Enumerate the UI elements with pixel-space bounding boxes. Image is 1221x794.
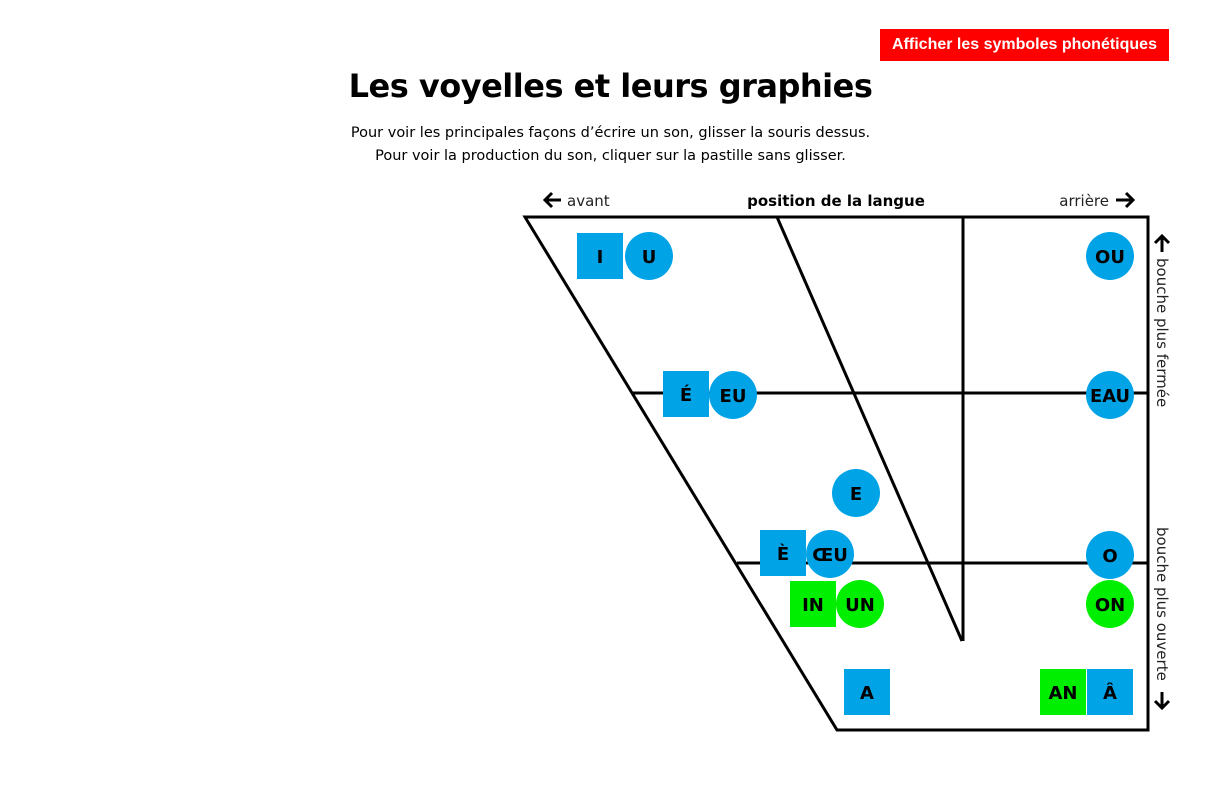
vowel-label: Â bbox=[1103, 683, 1117, 704]
instruction-hover: Pour voir les principales façons d’écrire un son, glisser la souris dessus. bbox=[350, 125, 871, 141]
vowel-o-circle[interactable] bbox=[1086, 531, 1134, 579]
vowel-un-circle[interactable] bbox=[836, 580, 884, 628]
axis-title: position de la langue bbox=[747, 192, 925, 210]
arrow-left-icon bbox=[545, 193, 561, 207]
vowel-label: U bbox=[641, 247, 657, 268]
vowel-label: A bbox=[860, 683, 874, 704]
vowel-eau-circle[interactable] bbox=[1086, 371, 1134, 419]
vowel-e-square[interactable] bbox=[663, 371, 709, 417]
instruction-click: Pour voir la production du son, cliquer sur la pastille sans glisser. bbox=[375, 148, 846, 164]
vowel-label: ON bbox=[1094, 595, 1126, 616]
vowel-an-square[interactable] bbox=[1040, 669, 1086, 715]
vowel-label: IN bbox=[802, 595, 824, 616]
vowel-label: AN bbox=[1048, 683, 1078, 704]
vowel-label: OU bbox=[1095, 247, 1125, 268]
tongue-position-axis bbox=[545, 192, 1133, 210]
vowel-e-square[interactable] bbox=[760, 530, 806, 576]
vowel-markers bbox=[577, 232, 1134, 715]
vowel-label: UN bbox=[845, 595, 875, 616]
axis-label-closed: bouche plus fermée bbox=[1153, 258, 1171, 408]
axis-label-open: bouche plus ouverte bbox=[1153, 527, 1171, 681]
vowel-a-square[interactable] bbox=[1087, 669, 1133, 715]
vowel-label: E bbox=[849, 484, 863, 505]
vowel-on-circle[interactable] bbox=[1086, 580, 1134, 628]
vowel-label: ŒU bbox=[812, 545, 848, 566]
vowel-a-square[interactable] bbox=[844, 669, 890, 715]
vowel-trapezoid bbox=[525, 217, 1148, 730]
mouth-opening-axis bbox=[1153, 236, 1171, 708]
show-phonetic-symbols-button[interactable]: Afficher les symboles phonétiques bbox=[880, 29, 1169, 61]
arrow-up-icon bbox=[1155, 236, 1169, 252]
page-title: Les voyelles et leurs graphies bbox=[348, 67, 873, 105]
arrow-right-icon bbox=[1116, 193, 1133, 207]
vowel-e-circle[interactable] bbox=[832, 469, 880, 517]
vowel-label: EU bbox=[719, 386, 747, 407]
arrow-down-icon bbox=[1155, 692, 1169, 708]
axis-label-back: arrière bbox=[1059, 192, 1109, 210]
trapezoid-outline bbox=[525, 217, 1148, 730]
vowel-oeu-circle[interactable] bbox=[806, 530, 854, 578]
vowel-label: O bbox=[1102, 546, 1118, 567]
vowel-label: É bbox=[679, 385, 693, 406]
vowel-u-circle[interactable] bbox=[625, 232, 673, 280]
vowel-label: È bbox=[776, 544, 790, 565]
vowel-label: I bbox=[596, 247, 604, 268]
central-diagonal bbox=[777, 217, 962, 641]
axis-label-front: avant bbox=[567, 192, 610, 210]
vowel-i-square[interactable] bbox=[577, 233, 623, 279]
vowel-label: EAU bbox=[1090, 386, 1130, 407]
vowel-in-square[interactable] bbox=[790, 581, 836, 627]
vowel-ou-circle[interactable] bbox=[1086, 232, 1134, 280]
vowel-eu-circle[interactable] bbox=[709, 371, 757, 419]
